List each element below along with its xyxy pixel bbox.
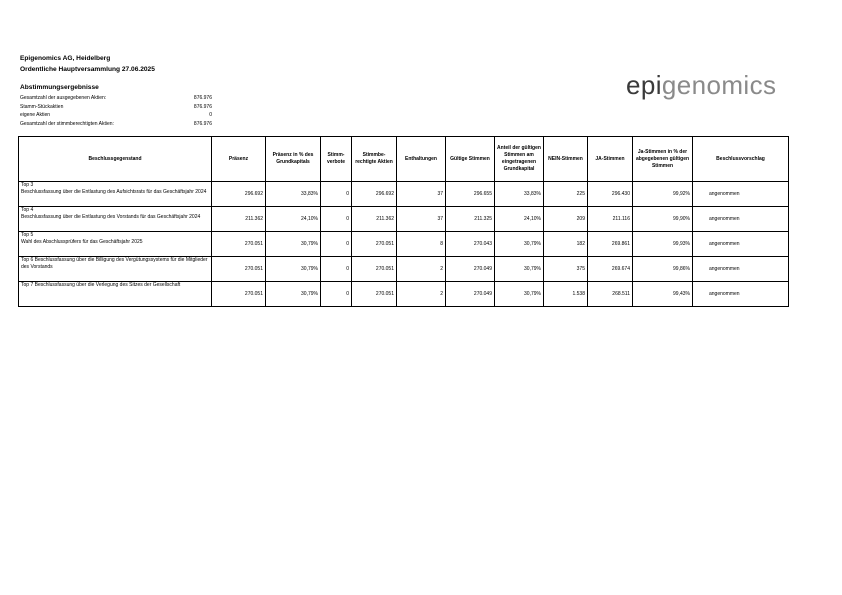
header-ja-stimmen: JA-Stimmen (588, 137, 633, 182)
epigenomics-logo (626, 72, 776, 98)
resolution-description: Beschlussfassung über die Entlastung des Aufsichtsrats für das Geschäftsjahr 2024 (21, 188, 207, 195)
header-praesenz: Präsenz (212, 137, 266, 182)
gueltig-cell: 270.049 (446, 282, 495, 307)
stimmverbote-cell: 0 (321, 182, 352, 207)
resolution-top: Top 5 (21, 232, 34, 238)
stimmberechtigt-cell: 211.362 (352, 207, 397, 232)
stat-row (20, 120, 212, 129)
praesenz-pct-cell: 30,79% (266, 282, 321, 307)
share-statistics (20, 94, 212, 128)
nein-cell: 209 (544, 207, 588, 232)
ja-cell: 268.511 (588, 282, 633, 307)
resolution-top: Top 4 (21, 207, 34, 213)
stimmberechtigt-cell: 270.051 (352, 232, 397, 257)
stimmverbote-cell: 0 (321, 207, 352, 232)
enthaltungen-cell: 37 (397, 207, 446, 232)
praesenz-cell: 270.051 (212, 282, 266, 307)
vorschlag-cell: angenommen (693, 232, 789, 257)
stat-label: Gesamtzahl der ausgegebenen Aktien: (20, 95, 107, 101)
stimmberechtigt-cell: 270.051 (352, 282, 397, 307)
stimmberechtigt-cell: 270.051 (352, 257, 397, 282)
resolution-cell (19, 282, 212, 307)
logo-text-epi: epi (626, 70, 662, 100)
resolution-description: Top 6 Beschlussfassung über die Billigung des Vergütungssystems für die Mitglieder des Vorstands (21, 257, 208, 270)
enthaltungen-cell: 37 (397, 182, 446, 207)
praesenz-cell: 270.051 (212, 257, 266, 282)
enthaltungen-cell: 2 (397, 257, 446, 282)
header-praesenz-pct: Präsenz in % des Grundkapitals (266, 137, 321, 182)
stat-label: eigene Aktien (20, 112, 51, 119)
enthaltungen-cell: 8 (397, 232, 446, 257)
stat-row (20, 94, 212, 103)
praesenz-pct-cell: 33,83% (266, 182, 321, 207)
header-beschlussvorschlag: Beschlussvorschlag (693, 137, 789, 182)
nein-cell: 225 (544, 182, 588, 207)
ja-cell: 269.861 (588, 232, 633, 257)
voting-results-title: Abstimmungsergebnisse (20, 84, 99, 91)
meeting-title: Ordentliche Hauptversammlung 27.06.2025 (20, 66, 155, 73)
stat-value: 0 (209, 112, 212, 119)
nein-cell: 182 (544, 232, 588, 257)
stat-value: 876.976 (193, 103, 212, 110)
header-stimmverbote: Stimm-verbote (321, 137, 352, 182)
table-header-row (19, 137, 789, 182)
table-row (19, 182, 789, 207)
vorschlag-cell: angenommen (693, 207, 789, 232)
ja-cell: 296.430 (588, 182, 633, 207)
header-enthaltungen: Enthaltungen (397, 137, 446, 182)
vorschlag-cell: angenommen (693, 182, 789, 207)
header-anteil: Anteil der gültigen Stimmen am eingetragenen Grundkapital (495, 137, 544, 182)
logo-text-genomics: genomics (661, 70, 777, 100)
resolution-cell (19, 207, 212, 232)
gueltig-cell: 211.325 (446, 207, 495, 232)
header-gueltige-stimmen: Gültige Stimmen (446, 137, 495, 182)
stat-row (20, 111, 212, 120)
ja-pct-cell: 99,43% (633, 282, 693, 307)
nein-cell: 375 (544, 257, 588, 282)
document-header (20, 53, 155, 75)
stimmverbote-cell: 0 (321, 282, 352, 307)
stimmverbote-cell: 0 (321, 257, 352, 282)
anteil-cell: 30,79% (495, 232, 544, 257)
anteil-cell: 24,10% (495, 207, 544, 232)
ja-cell: 211.116 (588, 207, 633, 232)
ja-cell: 269.674 (588, 257, 633, 282)
praesenz-cell: 296.692 (212, 182, 266, 207)
anteil-cell: 30,79% (495, 257, 544, 282)
resolution-top: Top 3 (21, 182, 34, 188)
header-nein-stimmen: NEIN-Stimmen (544, 137, 588, 182)
nein-cell: 1.538 (544, 282, 588, 307)
vorschlag-cell: angenommen (693, 257, 789, 282)
header-stimmberechtigte-aktien: Stimmbe-rechtigte Aktien (352, 137, 397, 182)
resolution-cell (19, 232, 212, 257)
stat-value: 876.976 (193, 95, 212, 101)
ja-pct-cell: 99,86% (633, 257, 693, 282)
resolution-cell (19, 257, 212, 282)
stat-value: 876.976 (193, 120, 212, 127)
table-row (19, 207, 789, 232)
gueltig-cell: 270.049 (446, 257, 495, 282)
praesenz-cell: 211.362 (212, 207, 266, 232)
praesenz-pct-cell: 24,10% (266, 207, 321, 232)
enthaltungen-cell: 2 (397, 282, 446, 307)
voting-results-table (18, 136, 789, 307)
resolution-description: Top 7 Beschlussfassung über die Verlegung des Sitzes der Gesellschaft (21, 282, 181, 288)
ja-pct-cell: 99,93% (633, 232, 693, 257)
vorschlag-cell: angenommen (693, 282, 789, 307)
table-row (19, 282, 789, 307)
ja-pct-cell: 99,92% (633, 182, 693, 207)
header-ja-pct: Ja-Stimmen in % der abgegebenen gültigen Stimmen (633, 137, 693, 182)
stat-row (20, 103, 212, 112)
gueltig-cell: 270.043 (446, 232, 495, 257)
table-row (19, 232, 789, 257)
praesenz-pct-cell: 30,79% (266, 257, 321, 282)
praesenz-pct-cell: 30,79% (266, 232, 321, 257)
stimmverbote-cell: 0 (321, 232, 352, 257)
stat-label: Gesamtzahl der stimmberechtigten Aktien: (20, 120, 114, 127)
resolution-description: Beschlussfassung über die Entlastung des Vorstands für das Geschäftsjahr 2024 (21, 213, 201, 220)
praesenz-cell: 270.051 (212, 232, 266, 257)
company-name: Epigenomics AG, Heidelberg (20, 55, 111, 62)
ja-pct-cell: 99,90% (633, 207, 693, 232)
header-beschlussgegenstand: Beschlussgegenstand (19, 137, 212, 182)
table-row (19, 257, 789, 282)
anteil-cell: 33,83% (495, 182, 544, 207)
resolution-cell (19, 182, 212, 207)
stat-label: Stamm-Stückaktien (20, 103, 64, 110)
gueltig-cell: 296.655 (446, 182, 495, 207)
stimmberechtigt-cell: 296.692 (352, 182, 397, 207)
resolution-description: Wahl des Abschlussprüfers für das Geschäftsjahr 2025 (21, 238, 143, 245)
anteil-cell: 30,79% (495, 282, 544, 307)
